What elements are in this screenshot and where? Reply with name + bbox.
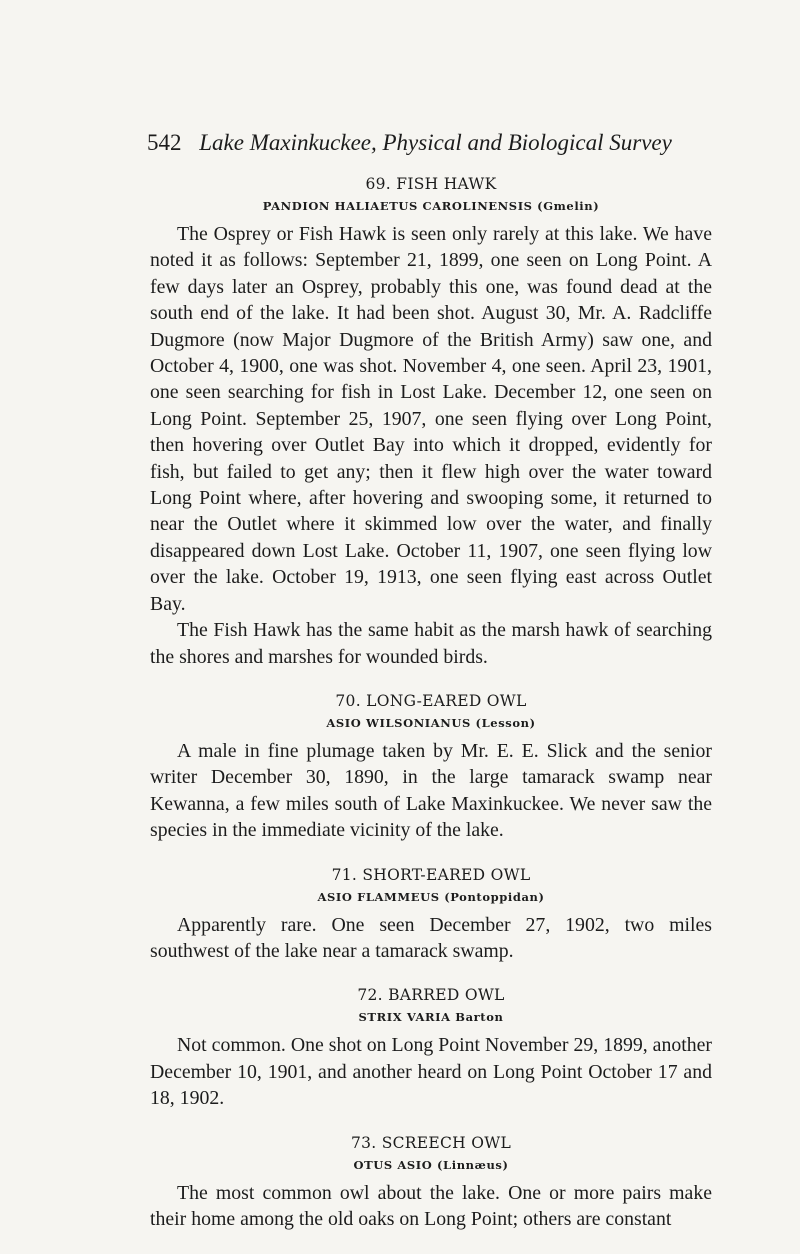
species-section-screech-owl <box>150 1134 712 1233</box>
paragraph: A male in fine plumage taken by Mr. E. E. Slick and the senior writer December 30, 1890, in the large tamarack swamp near Kewanna, a few miles south of Lake Maxinkuckee. We never saw the species in the immediate vicinity of the lake. <box>150 739 712 842</box>
paragraph: The most common owl about the lake. One or more pairs make their home among the old oaks on Long Point; others are constant <box>150 1181 712 1230</box>
running-head <box>147 130 707 156</box>
species-heading: 73. SCREECH OWL <box>350 1133 512 1152</box>
scientific-name: ASIO FLAMMEUS (Pontoppidan) <box>317 889 545 904</box>
species-section-short-eared-owl <box>150 866 712 965</box>
running-title: Lake Maxinkuckee, Physical and Biological Survey <box>199 130 672 155</box>
species-heading: 72. BARRED OWL <box>357 986 505 1005</box>
species-heading: 71. SHORT-EARED OWL <box>331 865 531 884</box>
scientific-name: STRIX VARIA Barton <box>358 1010 504 1025</box>
paragraph: The Fish Hawk has the same habit as the marsh hawk of searching the shores and marshes for wounded birds. <box>150 619 712 668</box>
species-heading: 69. FISH HAWK <box>365 175 497 193</box>
paragraph: Not common. One shot on Long Point November 29, 1899, another December 10, 1901, and another heard on Long Point October 17 and 18, 1902. <box>150 1034 712 1110</box>
scientific-name: OTUS ASIO (Linnæus) <box>353 1157 509 1172</box>
species-section-barred-owl <box>150 986 712 1111</box>
page-body <box>150 175 712 1254</box>
page-number: 542 <box>147 130 182 155</box>
scientific-name: ASIO WILSONIANUS (Lesson) <box>326 715 536 730</box>
scientific-name: PANDION HALIAETUS CAROLINENSIS (Gmelin) <box>262 199 600 213</box>
species-section-fish-hawk <box>150 175 712 670</box>
species-heading: 70. LONG-EARED OWL <box>335 691 527 710</box>
species-section-long-eared-owl <box>150 692 712 844</box>
paragraph: Apparently rare. One seen December 27, 1902, two miles southwest of the lake near a tamarack swamp. <box>150 913 712 962</box>
paragraph: The Osprey or Fish Hawk is seen only rarely at this lake. We have noted it as follows: September 21, 1899, one seen on Long Point. A few days later an Osprey, probably this one, was found dead at the south end of the lake. It had been shot. August 30, Mr. A. Radcliffe Dugmore (now Major Dugmore of the British Army) saw one, and October 4, 1900, one was shot. November 4, one seen. April 23, 1901, one seen searching for fish in Lost Lake. December 12, one seen on Long Point. September 25, 1907, one seen flying over Long Point, then hovering over Outlet Bay into which it dropped, evidently for fish, but failed to get any; then it flew high over the water toward Long Point where, after hovering and swooping some, it returned to near the Outlet where it skimmed low over the water, and finally disappeared down Lost Lake. October 11, 1907, one seen flying low over the lake. October 19, 1913, one seen flying east across Outlet Bay. <box>150 223 712 615</box>
